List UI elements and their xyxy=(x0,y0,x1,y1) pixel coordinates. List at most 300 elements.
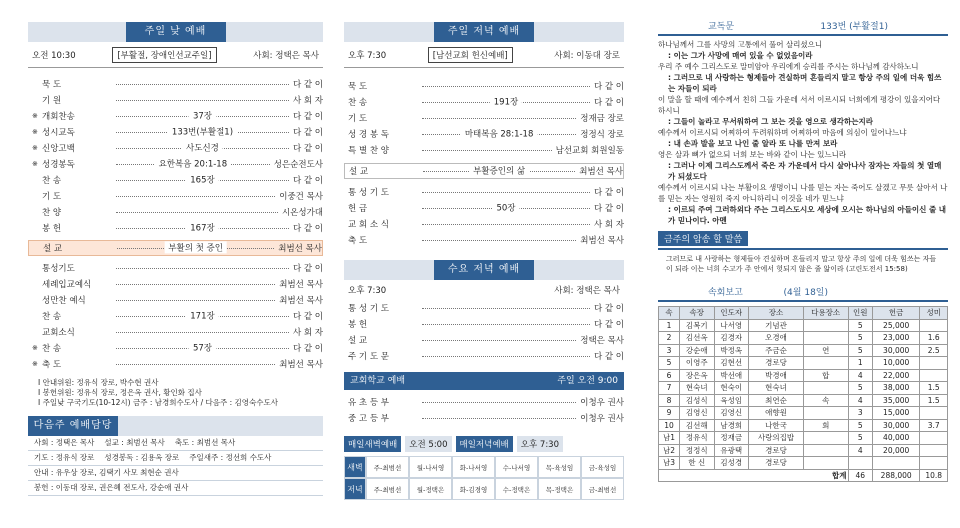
cell-value xyxy=(872,457,919,470)
order-list xyxy=(344,78,624,158)
prayer-header xyxy=(344,436,624,452)
star-mark: ※ xyxy=(32,344,38,352)
cell-value: 2.5 xyxy=(920,344,948,357)
cell-value: 1 xyxy=(848,357,872,370)
memory-title: 금주의 암송 할 말씀 xyxy=(658,231,748,246)
item-label: 성만찬 예식 xyxy=(42,296,86,306)
order-row xyxy=(28,140,323,156)
prayer-cell: 주-최범선 xyxy=(366,456,409,478)
cell-value: 나서영 xyxy=(714,319,749,332)
item-label: 교 회 소 식 xyxy=(348,220,389,230)
cell-value: 5 xyxy=(659,357,680,370)
item-detail: 50장 xyxy=(492,201,519,213)
cell-table xyxy=(658,306,948,482)
cell-value: 이영주 xyxy=(679,357,714,370)
item-label: 찬 송 xyxy=(42,312,62,322)
leader-dots xyxy=(116,110,289,121)
item-person: 다 같 이 xyxy=(593,204,624,214)
order-row xyxy=(28,340,323,356)
cell-value: 22,000 xyxy=(872,369,919,382)
cell-value: 정정식 xyxy=(679,444,714,457)
cell-value: 오경애 xyxy=(749,332,804,345)
item-person: 남선교회 회원일동 xyxy=(555,146,624,156)
order-row xyxy=(28,260,323,276)
cell-value: 1.5 xyxy=(920,382,948,395)
next-duty-header xyxy=(28,416,323,436)
cell-value xyxy=(920,369,948,382)
wed-header xyxy=(344,260,624,280)
leader-dots xyxy=(117,242,274,253)
cell-value xyxy=(803,357,848,370)
leader-dots xyxy=(422,118,576,119)
leader-dots xyxy=(116,84,289,85)
school-header xyxy=(344,372,624,390)
order-row xyxy=(28,324,323,340)
item-person: 최범선 목사 xyxy=(279,296,323,306)
leader-dots xyxy=(116,222,289,233)
cell-value xyxy=(803,332,848,345)
leader-dots xyxy=(116,100,289,101)
item-label: 특 별 찬 양 xyxy=(348,146,389,156)
memory-header xyxy=(658,232,948,250)
cell-value xyxy=(803,319,848,332)
order-row xyxy=(28,76,323,92)
order-row xyxy=(344,142,624,158)
item-person: 다 같 이 xyxy=(292,80,323,90)
leader-line: 예수께서 이르시되 어찌하여 두려워하며 어찌하여 마음에 의심이 일어나느냐 xyxy=(658,128,907,137)
theme-box: [부활절, 장애인선교주일] xyxy=(112,47,216,63)
cell-value: 4 xyxy=(848,394,872,407)
item-label: 성경봉독 xyxy=(42,160,75,170)
prayer-cell: 화-김경영 xyxy=(452,478,495,500)
item-person: 다 같 이 xyxy=(593,98,624,108)
cell-value: 38,000 xyxy=(872,382,919,395)
item-label: 통 성 기 도 xyxy=(348,188,389,198)
cell-value xyxy=(803,457,848,470)
cell-value: 현숙이 xyxy=(714,382,749,395)
item-detail: 167장 xyxy=(186,221,218,233)
item-detail: 191장 xyxy=(490,95,522,107)
cell-value: 강순애 xyxy=(679,344,714,357)
cell-row xyxy=(659,457,948,470)
item-person: 사 회 자 xyxy=(593,220,624,230)
leader-dots xyxy=(422,418,576,419)
cell-value: 김선옥 xyxy=(679,332,714,345)
leader-dots xyxy=(422,202,590,213)
duty-cell: 설교 : 최범선 목사 xyxy=(104,438,165,447)
item-label: 축 도 xyxy=(42,360,62,370)
next-duty-table xyxy=(28,436,323,496)
order-row xyxy=(28,276,323,292)
duty-row xyxy=(28,451,323,466)
item-label: 찬 송 xyxy=(348,98,368,108)
total-rice: 10.8 xyxy=(920,469,948,482)
cell-value: 합 xyxy=(803,369,848,382)
cell-value xyxy=(920,319,948,332)
item-detail: 171장 xyxy=(186,309,218,321)
item-label: 신앙고백 xyxy=(42,144,75,154)
leader-dots xyxy=(422,150,552,151)
item-label: 개회찬송 xyxy=(42,112,75,122)
item-person: 사 회 자 xyxy=(292,328,323,338)
cell-value: 6 xyxy=(659,369,680,382)
school-list xyxy=(344,394,624,426)
duty-cell: 봉헌 : 이동대 장로, 권은혜 전도사, 강순애 권사 xyxy=(34,483,189,492)
leader-dots xyxy=(422,308,590,309)
cell-value: 김성경 xyxy=(714,457,749,470)
leader-dots xyxy=(116,300,275,301)
item-label: 헌 금 xyxy=(348,204,368,214)
order-row xyxy=(344,126,624,142)
item-person: 최범선 목사 xyxy=(278,244,322,254)
cell-header xyxy=(658,284,948,302)
item-detail: 부활증인의 삶 xyxy=(469,164,529,176)
order-row xyxy=(344,110,624,126)
order-row xyxy=(344,232,624,248)
sunday-day-column xyxy=(28,0,323,528)
leader-dots xyxy=(423,165,575,176)
cell-header: 속장 xyxy=(679,307,714,320)
item-label: 봉 헌 xyxy=(348,320,368,330)
cell-value: 5 xyxy=(848,432,872,445)
note-line: I 주일낮 구국기도(10-12시) 금주 : 남경희수도사 / 다음주 : 김영숙수도사 xyxy=(38,398,279,407)
cell-value: 박정옥 xyxy=(714,344,749,357)
duty-cell: 성경봉독 : 김용옥 장로 xyxy=(104,453,180,462)
duty-cell: 기도 : 정유식 장로 xyxy=(34,453,95,462)
cell-value: 10,000 xyxy=(872,357,919,370)
cell-value: 사랑의집밥 xyxy=(749,432,804,445)
leader-dots xyxy=(116,332,289,333)
cell-value: 23,000 xyxy=(872,332,919,345)
item-detail: 사도신경 xyxy=(182,141,223,153)
cell-value xyxy=(920,357,948,370)
cell-value: 김성식 xyxy=(679,394,714,407)
item-label: 설 교 xyxy=(348,336,368,346)
cell-value: 장은옥 xyxy=(679,369,714,382)
response-line: : 그들이 놀라고 무서워하여 그 보는 것을 영으로 생각하는지라 xyxy=(668,117,874,126)
time: 오후 7:30 xyxy=(348,286,387,296)
leader-dots xyxy=(422,224,590,225)
order-row xyxy=(344,316,624,332)
reading-text xyxy=(658,39,948,226)
order-row xyxy=(344,394,624,410)
item-label: 찬 양 xyxy=(42,208,62,218)
cell-value: 속 xyxy=(803,394,848,407)
cell-value: 김영신 xyxy=(679,407,714,420)
host: 사회: 정택은 목사 xyxy=(253,50,319,61)
item-person: 다 같 이 xyxy=(292,264,323,274)
total-people: 46 xyxy=(848,469,872,482)
leader-dots xyxy=(116,174,289,185)
cell-row xyxy=(659,369,948,382)
leader-line: 이 말을 할 때에 예수께서 친히 그들 가운데 서서 이르시되 너희에게 평강이 있을지어다 하시니 xyxy=(658,95,941,115)
item-detail: 57장 xyxy=(189,341,216,353)
item-person: 정정식 장로 xyxy=(580,130,624,140)
cell-header: 인원 xyxy=(848,307,872,320)
cell-value: 남3 xyxy=(659,457,680,470)
cell-value xyxy=(803,382,848,395)
cell-value: 현숙녀 xyxy=(749,382,804,395)
cell-value: 주금순 xyxy=(749,344,804,357)
cell-header: 속 xyxy=(659,307,680,320)
leader-dots xyxy=(422,128,576,139)
cell-value: 4 xyxy=(848,369,872,382)
prayer-cell: 주-최범선 xyxy=(366,478,409,500)
cell-value: 7 xyxy=(659,382,680,395)
cell-value: 박경애 xyxy=(749,369,804,382)
leader-line: 우리 주 예수 그리스도로 말미암아 우리에게 승리를 주시는 하나님께 감사하노니 xyxy=(658,62,919,71)
cell-row xyxy=(659,444,948,457)
response-line: : 이는 그가 사망에 매여 있을 수 없었음이라 xyxy=(668,51,813,60)
order-row xyxy=(344,200,624,216)
cell-value: 애향원 xyxy=(749,407,804,420)
item-label: 설 교 xyxy=(43,244,63,254)
duty-cell: 안내 : 유우상 장로, 김택기 사모 최현순 권사 xyxy=(34,468,179,477)
item-person: 이청우 권사 xyxy=(580,398,624,408)
order-row xyxy=(344,184,624,200)
cell-row xyxy=(659,319,948,332)
item-person: 시온성가대 xyxy=(281,208,323,218)
response-line: : 그러나 이제 그리스도께서 죽은 자 가운데서 다시 살아나사 잠자는 자들의 첫 열매가 되셨도다 xyxy=(668,161,942,181)
cell-value: 유광택 xyxy=(714,444,749,457)
note-line: I 봉헌위원: 정유식 장로, 정은옥 권사, 황인화 집사 xyxy=(38,388,202,397)
order-row xyxy=(28,124,323,140)
leader-dots xyxy=(116,126,289,137)
cell-row xyxy=(659,419,948,432)
cell-value: 5 xyxy=(848,382,872,395)
right-column xyxy=(658,0,948,528)
cell-value: 정유식 xyxy=(679,432,714,445)
reading-title: 교독문 xyxy=(708,22,735,32)
item-person: 다 같 이 xyxy=(593,82,624,92)
cell-value: 1 xyxy=(659,319,680,332)
leader-dots xyxy=(116,284,275,285)
cell-value: 김현선 xyxy=(714,357,749,370)
item-person: 다 같 이 xyxy=(292,176,323,186)
response-line: : 내 손과 발을 보고 나인 줄 알라 또 나를 만져 보라 xyxy=(668,139,838,148)
item-label: 주 기 도 문 xyxy=(348,352,389,362)
cell-value xyxy=(803,407,848,420)
item-label: 성시교독 xyxy=(42,128,75,138)
item-label: 기 도 xyxy=(348,114,368,124)
star-mark: ※ xyxy=(32,144,38,152)
duty-cell: 사회 : 정택은 목사 xyxy=(34,438,95,447)
leader-dots xyxy=(422,96,590,107)
host: 사회: 정택은 목사 xyxy=(554,286,620,296)
item-label: 묵 도 xyxy=(348,82,368,92)
order-row xyxy=(28,292,323,308)
item-label: 설 교 xyxy=(349,167,369,177)
prayer-row-label: 새벽 xyxy=(344,456,366,478)
prayer-cell: 목-정택은 xyxy=(538,478,581,500)
item-label: 유 초 등 부 xyxy=(348,398,389,408)
prayer-cell: 금-최범선 xyxy=(581,478,624,500)
order-row xyxy=(28,220,323,236)
cell-header: 장소 xyxy=(749,307,804,320)
item-label: 통 성 기 도 xyxy=(348,304,389,314)
star-mark: ※ xyxy=(32,112,38,120)
item-person: 이청우 권사 xyxy=(580,414,624,424)
cell-value: 경로당 xyxy=(749,457,804,470)
order-row xyxy=(28,172,323,188)
cell-header: 헌금 xyxy=(872,307,919,320)
item-person: 다 같 이 xyxy=(292,112,323,122)
cell-value: 박선애 xyxy=(714,369,749,382)
cell-value xyxy=(920,444,948,457)
sunday-evening-column xyxy=(344,0,624,528)
item-label: 축 도 xyxy=(348,236,368,246)
cell-value: 4 xyxy=(848,444,872,457)
cell-value: 5 xyxy=(848,344,872,357)
cell-total-row xyxy=(659,469,948,482)
time: 오전 10:30 xyxy=(32,50,76,61)
sunday-eve-title: 주일 저녁 예배 xyxy=(434,22,534,42)
item-detail: 165장 xyxy=(186,173,218,185)
leader-dots xyxy=(116,158,270,169)
response-line: : 이르되 주여 그러하외다 주는 그리스도시오 세상에 오시는 하나님의 아들이신 줄 내가 믿나이다. 아멘 xyxy=(668,205,947,225)
duty-cell: 주일새주 : 정선희 수도사 xyxy=(189,453,272,462)
leader-line: 영은 살과 뼈가 없으되 너희 보는 바와 같이 나는 있느니라 xyxy=(658,150,847,159)
item-person: 다 같 이 xyxy=(593,352,624,362)
item-person: 다 같 이 xyxy=(292,344,323,354)
leader-dots xyxy=(116,212,278,213)
order-row xyxy=(28,356,323,372)
cell-value: 30,000 xyxy=(872,344,919,357)
cell-value: 2 xyxy=(659,332,680,345)
cell-value xyxy=(803,444,848,457)
leader-dots xyxy=(116,364,275,365)
host: 사회: 이동대 장로 xyxy=(554,50,620,61)
school-title: 교회학교 예배 xyxy=(350,376,406,386)
cell-value: 5 xyxy=(848,319,872,332)
order-row xyxy=(28,92,323,108)
duty-row xyxy=(28,481,323,496)
next-duty-title: 다음주 예배담당 xyxy=(28,416,118,436)
leader-dots xyxy=(422,192,590,193)
eve-label: 매일저녁예배 xyxy=(456,436,513,452)
cell-row xyxy=(659,332,948,345)
time: 오후 7:30 xyxy=(348,50,387,61)
sunday-eve-info xyxy=(344,42,624,68)
cell-value: 3 xyxy=(659,344,680,357)
item-person: 다 같 이 xyxy=(292,144,323,154)
wed-list xyxy=(344,300,624,364)
cell-value xyxy=(803,432,848,445)
item-person: 다 같 이 xyxy=(292,224,323,234)
cell-value: 경로당 xyxy=(749,444,804,457)
cell-value: 경로당 xyxy=(749,357,804,370)
order-row xyxy=(344,78,624,94)
cell-value: 1.6 xyxy=(920,332,948,345)
cell-value: 한 신 xyxy=(679,457,714,470)
leader-dots xyxy=(422,240,576,241)
item-label: 중 고 등 부 xyxy=(348,414,389,424)
item-detail: 마태복음 28:1-18 xyxy=(461,127,538,139)
cell-row xyxy=(659,344,948,357)
order-row xyxy=(28,204,323,220)
prayer-cell: 수-나서영 xyxy=(495,456,538,478)
cell-value: 정재금 xyxy=(714,432,749,445)
item-person: 정택은 목사 xyxy=(580,336,624,346)
order-list xyxy=(28,76,323,236)
order-row xyxy=(344,94,624,110)
leader-dots xyxy=(422,86,590,87)
cell-title: 속회보고 xyxy=(708,288,743,298)
order-list-2 xyxy=(28,260,323,372)
item-person: 성은순전도사 xyxy=(273,160,323,170)
wed-title: 수요 저녁 예배 xyxy=(434,260,534,280)
cell-value: 김복기 xyxy=(679,319,714,332)
order-row xyxy=(28,156,323,172)
wed-info xyxy=(344,280,624,300)
cell-value xyxy=(848,457,872,470)
cell-value: 1.5 xyxy=(920,394,948,407)
cell-header: 성미 xyxy=(920,307,948,320)
eve-time: 오후 7:30 xyxy=(517,436,563,452)
cell-value: 20,000 xyxy=(872,444,919,457)
item-person: 이중건 목사 xyxy=(279,192,323,202)
theme-box: [남선교회 헌신예배] xyxy=(428,47,513,63)
cell-value: 25,000 xyxy=(872,319,919,332)
cell-header: 다용장소 xyxy=(803,307,848,320)
reading-header xyxy=(658,18,948,36)
cell-value: 9 xyxy=(659,407,680,420)
leader-dots xyxy=(422,402,576,403)
cell-value: 3.7 xyxy=(920,419,948,432)
item-label: 묵 도 xyxy=(42,80,62,90)
cell-row xyxy=(659,394,948,407)
sunday-day-info xyxy=(28,42,323,68)
cell-value: 5 xyxy=(848,419,872,432)
star-mark: ※ xyxy=(32,160,38,168)
note-line: I 안내위원: 정유식 장로, 박수현 권사 xyxy=(38,378,159,387)
prayer-cell: 금-육성임 xyxy=(581,456,624,478)
sunday-day-header xyxy=(28,22,323,42)
leader-dots xyxy=(116,342,289,353)
cell-value: 회 xyxy=(803,419,848,432)
total-money: 288,000 xyxy=(872,469,919,482)
item-person: 다 같 이 xyxy=(593,188,624,198)
leader-dots xyxy=(116,268,289,269)
cell-value xyxy=(920,407,948,420)
prayer-cell: 수-정택은 xyxy=(495,478,538,500)
duty-cell: 축도 : 최범선 목사 xyxy=(174,438,236,447)
leader-dots xyxy=(116,142,289,153)
star-mark: ※ xyxy=(32,360,38,368)
item-person: 최범선 목사 xyxy=(580,236,624,246)
prayer-cell: 목-육성임 xyxy=(538,456,581,478)
item-person: 다 같 이 xyxy=(593,304,624,314)
cell-value: 연 xyxy=(803,344,848,357)
cell-value: 김영신 xyxy=(714,407,749,420)
cell-value: 10 xyxy=(659,419,680,432)
order-row xyxy=(28,188,323,204)
item-detail: 133번(부활절1) xyxy=(168,125,237,137)
cell-value: 40,000 xyxy=(872,432,919,445)
cell-value: 35,000 xyxy=(872,394,919,407)
order-row xyxy=(28,308,323,324)
sunday-day-title: 주일 낮 예배 xyxy=(126,22,226,42)
cell-row xyxy=(659,382,948,395)
item-label: 봉 헌 xyxy=(42,224,62,234)
leader-dots xyxy=(116,196,275,197)
leader-line: 예수께서 이르시되 나는 부활이요 생명이니 나를 믿는 자는 죽어도 살겠고 무릇 살아서 나를 믿는 자는 영원히 죽지 아니하리니 이것을 네가 믿느냐 xyxy=(658,183,948,203)
cell-value: 남2 xyxy=(659,444,680,457)
item-person: 최범선 목사 xyxy=(279,360,323,370)
leader-line: 하나님께서 그를 사망의 고통에서 풀어 살리셨으니 xyxy=(658,40,823,49)
item-person: 최범선 목사 xyxy=(279,280,323,290)
item-detail: 부활의 첫 증인 xyxy=(164,241,227,253)
